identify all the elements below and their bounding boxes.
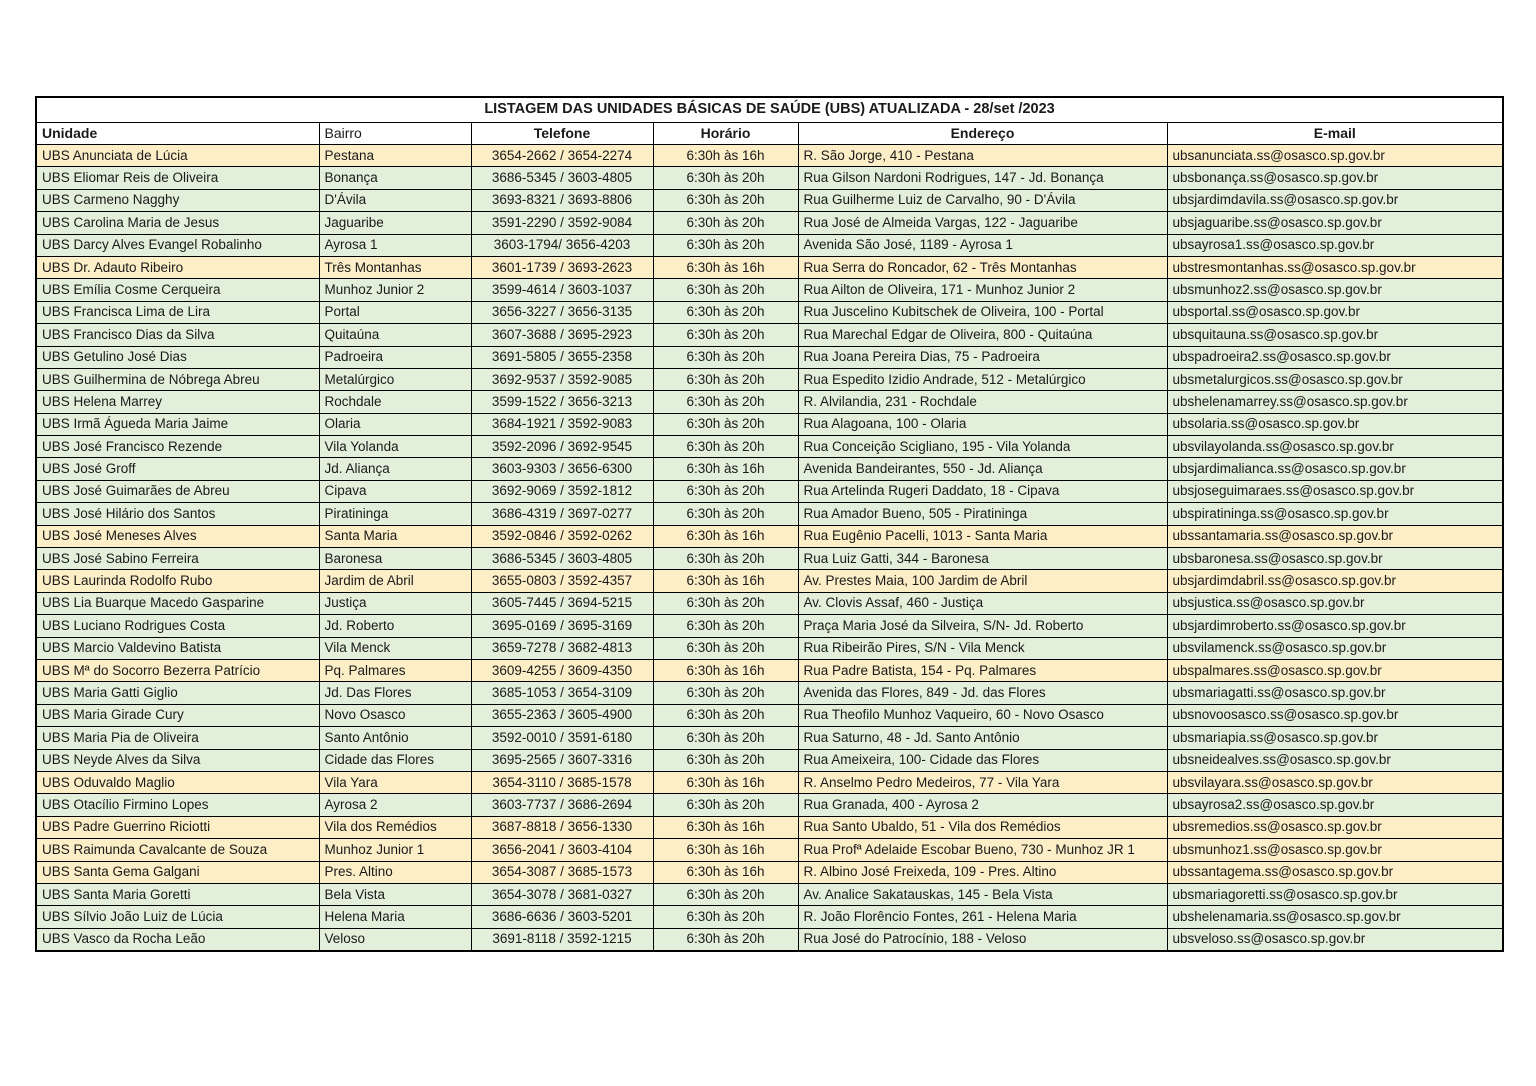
table-row (36, 906, 1503, 928)
cell-email: ubsportal.ss@osasco.sp.gov.br (1167, 301, 1503, 323)
cell-email: ubsayrosa2.ss@osasco.sp.gov.br (1167, 794, 1503, 816)
cell-unidade: UBS Sílvio João Luiz de Lúcia (36, 906, 319, 928)
cell-endereco: R. João Florêncio Fontes, 261 - Helena Maria (798, 906, 1167, 928)
table-row (36, 167, 1503, 189)
cell-bairro: Pres. Altino (319, 861, 471, 883)
cell-unidade: UBS Raimunda Cavalcante de Souza (36, 839, 319, 861)
cell-endereco: Rua Ameixeira, 100- Cidade das Flores (798, 749, 1167, 771)
table-row (36, 839, 1503, 861)
cell-endereco: Rua Serra do Roncador, 62 - Três Montanhas (798, 256, 1167, 278)
cell-bairro: Jd. Roberto (319, 615, 471, 637)
cell-horario: 6:30h às 20h (653, 906, 798, 928)
cell-email: ubsjardimalianca.ss@osasco.sp.gov.br (1167, 458, 1503, 480)
table-row (36, 324, 1503, 346)
cell-email: ubssantamaria.ss@osasco.sp.gov.br (1167, 525, 1503, 547)
cell-bairro: Helena Maria (319, 906, 471, 928)
cell-email: ubsmunhoz1.ss@osasco.sp.gov.br (1167, 839, 1503, 861)
cell-email: ubsjardimdavila.ss@osasco.sp.gov.br (1167, 189, 1503, 211)
cell-email: ubspalmares.ss@osasco.sp.gov.br (1167, 659, 1503, 681)
column-header-bairro: Bairro (319, 123, 471, 145)
cell-telefone: 3603-9303 / 3656-6300 (471, 458, 653, 480)
cell-bairro: Jaguaribe (319, 212, 471, 234)
cell-telefone: 3691-8118 / 3592-1215 (471, 928, 653, 951)
cell-endereco: Rua Guilherme Luiz de Carvalho, 90 - D'Ávila (798, 189, 1167, 211)
cell-horario: 6:30h às 20h (653, 727, 798, 749)
cell-horario: 6:30h às 20h (653, 682, 798, 704)
cell-bairro: Santo Antônio (319, 727, 471, 749)
cell-telefone: 3693-8321 / 3693-8806 (471, 189, 653, 211)
cell-email: ubsneidealves.ss@osasco.sp.gov.br (1167, 749, 1503, 771)
table-row (36, 145, 1503, 167)
cell-endereco: Rua Granada, 400 - Ayrosa 2 (798, 794, 1167, 816)
cell-unidade: UBS Laurinda Rodolfo Rubo (36, 570, 319, 592)
cell-horario: 6:30h às 20h (653, 637, 798, 659)
cell-endereco: Rua Joana Pereira Dias, 75 - Padroeira (798, 346, 1167, 368)
cell-unidade: UBS Luciano Rodrigues Costa (36, 615, 319, 637)
cell-unidade: UBS José Meneses Alves (36, 525, 319, 547)
cell-email: ubsjustica.ss@osasco.sp.gov.br (1167, 592, 1503, 614)
cell-horario: 6:30h às 20h (653, 212, 798, 234)
cell-telefone: 3695-2565 / 3607-3316 (471, 749, 653, 771)
cell-telefone: 3654-3087 / 3685-1573 (471, 861, 653, 883)
cell-bairro: Justiça (319, 592, 471, 614)
cell-unidade: UBS Darcy Alves Evangel Robalinho (36, 234, 319, 256)
table-row (36, 883, 1503, 905)
table-row (36, 458, 1503, 480)
cell-email: ubsmetalurgicos.ss@osasco.sp.gov.br (1167, 368, 1503, 390)
table-row (36, 727, 1503, 749)
cell-endereco: R. Albino José Freixeda, 109 - Pres. Altino (798, 861, 1167, 883)
cell-endereco: Rua Gilson Nardoni Rodrigues, 147 - Jd. Bonança (798, 167, 1167, 189)
cell-endereco: R. Anselmo Pedro Medeiros, 77 - Vila Yara (798, 771, 1167, 793)
cell-endereco: Rua Eugênio Pacelli, 1013 - Santa Maria (798, 525, 1167, 547)
cell-endereco: R. Alvilandia, 231 - Rochdale (798, 391, 1167, 413)
cell-email: ubsanunciata.ss@osasco.sp.gov.br (1167, 145, 1503, 167)
cell-horario: 6:30h às 20h (653, 749, 798, 771)
cell-endereco: Rua Profª Adelaide Escobar Bueno, 730 - Munhoz JR 1 (798, 839, 1167, 861)
column-header-email: E-mail (1167, 123, 1503, 145)
column-header-telefone: Telefone (471, 123, 653, 145)
cell-email: ubsvilayara.ss@osasco.sp.gov.br (1167, 771, 1503, 793)
cell-unidade: UBS Eliomar Reis de Oliveira (36, 167, 319, 189)
cell-telefone: 3655-0803 / 3592-4357 (471, 570, 653, 592)
cell-horario: 6:30h às 20h (653, 413, 798, 435)
cell-unidade: UBS Padre Guerrino Riciotti (36, 816, 319, 838)
cell-horario: 6:30h às 20h (653, 503, 798, 525)
cell-horario: 6:30h às 20h (653, 436, 798, 458)
cell-email: ubstresmontanhas.ss@osasco.sp.gov.br (1167, 256, 1503, 278)
table-row (36, 413, 1503, 435)
table-body (36, 145, 1503, 952)
cell-endereco: Rua Artelinda Rugeri Daddato, 18 - Cipava (798, 480, 1167, 502)
cell-unidade: UBS Carmeno Nagghy (36, 189, 319, 211)
cell-telefone: 3654-2662 / 3654-2274 (471, 145, 653, 167)
cell-endereco: Rua José de Almeida Vargas, 122 - Jaguaribe (798, 212, 1167, 234)
cell-horario: 6:30h às 20h (653, 324, 798, 346)
cell-telefone: 3687-8818 / 3656-1330 (471, 816, 653, 838)
cell-email: ubspadroeira2.ss@osasco.sp.gov.br (1167, 346, 1503, 368)
cell-endereco: Praça Maria José da Silveira, S/N- Jd. Roberto (798, 615, 1167, 637)
cell-horario: 6:30h às 20h (653, 279, 798, 301)
cell-horario: 6:30h às 16h (653, 570, 798, 592)
cell-endereco: Rua Luiz Gatti, 344 - Baronesa (798, 548, 1167, 570)
cell-email: ubsquitauna.ss@osasco.sp.gov.br (1167, 324, 1503, 346)
column-header-endereco: Endereço (798, 123, 1167, 145)
cell-bairro: Cidade das Flores (319, 749, 471, 771)
cell-telefone: 3599-1522 / 3656-3213 (471, 391, 653, 413)
cell-email: ubsmariagatti.ss@osasco.sp.gov.br (1167, 682, 1503, 704)
cell-unidade: UBS Maria Gatti Giglio (36, 682, 319, 704)
cell-bairro: Bela Vista (319, 883, 471, 905)
column-header-horario: Horário (653, 123, 798, 145)
cell-bairro: Santa Maria (319, 525, 471, 547)
cell-telefone: 3592-0010 / 3591-6180 (471, 727, 653, 749)
cell-unidade: UBS Guilhermina de Nóbrega Abreu (36, 368, 319, 390)
cell-telefone: 3605-7445 / 3694-5215 (471, 592, 653, 614)
cell-endereco: Rua Padre Batista, 154 - Pq. Palmares (798, 659, 1167, 681)
cell-telefone: 3686-6636 / 3603-5201 (471, 906, 653, 928)
cell-unidade: UBS Francisco Dias da Silva (36, 324, 319, 346)
column-header-unidade: Unidade (36, 123, 319, 145)
cell-unidade: UBS Dr. Adauto Ribeiro (36, 256, 319, 278)
cell-telefone: 3692-9069 / 3592-1812 (471, 480, 653, 502)
cell-horario: 6:30h às 16h (653, 256, 798, 278)
cell-horario: 6:30h às 16h (653, 839, 798, 861)
cell-unidade: UBS José Sabino Ferreira (36, 548, 319, 570)
cell-endereco: R. São Jorge, 410 - Pestana (798, 145, 1167, 167)
cell-telefone: 3655-2363 / 3605-4900 (471, 704, 653, 726)
cell-email: ubsjaguaribe.ss@osasco.sp.gov.br (1167, 212, 1503, 234)
cell-endereco: Avenida das Flores, 849 - Jd. das Flores (798, 682, 1167, 704)
cell-endereco: Avenida Bandeirantes, 550 - Jd. Aliança (798, 458, 1167, 480)
cell-bairro: Ayrosa 1 (319, 234, 471, 256)
cell-telefone: 3603-7737 / 3686-2694 (471, 794, 653, 816)
cell-bairro: Pq. Palmares (319, 659, 471, 681)
cell-telefone: 3684-1921 / 3592-9083 (471, 413, 653, 435)
cell-unidade: UBS Emília Cosme Cerqueira (36, 279, 319, 301)
cell-endereco: Rua Saturno, 48 - Jd. Santo Antônio (798, 727, 1167, 749)
cell-horario: 6:30h às 20h (653, 704, 798, 726)
cell-telefone: 3686-5345 / 3603-4805 (471, 548, 653, 570)
cell-horario: 6:30h às 16h (653, 659, 798, 681)
table-row (36, 525, 1503, 547)
cell-telefone: 3601-1739 / 3693-2623 (471, 256, 653, 278)
cell-unidade: UBS Francisca Lima de Lira (36, 301, 319, 323)
cell-bairro: Ayrosa 2 (319, 794, 471, 816)
cell-endereco: Rua Conceição Scigliano, 195 - Vila Yolanda (798, 436, 1167, 458)
table-row (36, 682, 1503, 704)
cell-bairro: Novo Osasco (319, 704, 471, 726)
cell-horario: 6:30h às 20h (653, 548, 798, 570)
cell-horario: 6:30h às 20h (653, 794, 798, 816)
cell-email: ubsvilamenck.ss@osasco.sp.gov.br (1167, 637, 1503, 659)
table-row (36, 346, 1503, 368)
cell-email: ubsolaria.ss@osasco.sp.gov.br (1167, 413, 1503, 435)
cell-horario: 6:30h às 16h (653, 816, 798, 838)
cell-endereco: Rua Santo Ubaldo, 51 - Vila dos Remédios (798, 816, 1167, 838)
cell-telefone: 3603-1794/ 3656-4203 (471, 234, 653, 256)
cell-bairro: Quitaúna (319, 324, 471, 346)
table-row (36, 256, 1503, 278)
cell-bairro: Metalúrgico (319, 368, 471, 390)
cell-bairro: Veloso (319, 928, 471, 951)
cell-bairro: Munhoz Junior 1 (319, 839, 471, 861)
cell-endereco: Av. Analice Sakatauskas, 145 - Bela Vista (798, 883, 1167, 905)
cell-telefone: 3654-3110 / 3685-1578 (471, 771, 653, 793)
cell-email: ubsjardimroberto.ss@osasco.sp.gov.br (1167, 615, 1503, 637)
cell-bairro: Bonança (319, 167, 471, 189)
cell-horario: 6:30h às 20h (653, 167, 798, 189)
cell-endereco: Rua Juscelino Kubitschek de Oliveira, 100 - Portal (798, 301, 1167, 323)
cell-telefone: 3654-3078 / 3681-0327 (471, 883, 653, 905)
table-row (36, 279, 1503, 301)
cell-unidade: UBS Getulino José Dias (36, 346, 319, 368)
cell-endereco: Avenida São José, 1189 - Ayrosa 1 (798, 234, 1167, 256)
cell-email: ubsveloso.ss@osasco.sp.gov.br (1167, 928, 1503, 951)
table-row (36, 436, 1503, 458)
cell-telefone: 3607-3688 / 3695-2923 (471, 324, 653, 346)
cell-endereco: Av. Clovis Assaf, 460 - Justiça (798, 592, 1167, 614)
table-header-row (36, 123, 1503, 145)
cell-telefone: 3659-7278 / 3682-4813 (471, 637, 653, 659)
table-row (36, 794, 1503, 816)
cell-unidade: UBS Maria Girade Cury (36, 704, 319, 726)
cell-email: ubsnovoosasco.ss@osasco.sp.gov.br (1167, 704, 1503, 726)
table-title-row (36, 97, 1503, 123)
cell-horario: 6:30h às 16h (653, 145, 798, 167)
table-row (36, 771, 1503, 793)
table-row (36, 704, 1503, 726)
cell-horario: 6:30h às 20h (653, 346, 798, 368)
cell-unidade: UBS Oduvaldo Maglio (36, 771, 319, 793)
cell-email: ubsbaronesa.ss@osasco.sp.gov.br (1167, 548, 1503, 570)
cell-horario: 6:30h às 16h (653, 861, 798, 883)
cell-telefone: 3685-1053 / 3654-3109 (471, 682, 653, 704)
cell-horario: 6:30h às 20h (653, 592, 798, 614)
table-title: LISTAGEM DAS UNIDADES BÁSICAS DE SAÚDE (UBS) ATUALIZADA - 28/set /2023 (36, 97, 1503, 123)
cell-horario: 6:30h às 20h (653, 234, 798, 256)
cell-bairro: Cipava (319, 480, 471, 502)
cell-telefone: 3695-0169 / 3695-3169 (471, 615, 653, 637)
table-row (36, 189, 1503, 211)
cell-unidade: UBS José Groff (36, 458, 319, 480)
cell-endereco: Rua Ribeirão Pires, S/N - Vila Menck (798, 637, 1167, 659)
cell-email: ubsayrosa1.ss@osasco.sp.gov.br (1167, 234, 1503, 256)
cell-email: ubsmariapia.ss@osasco.sp.gov.br (1167, 727, 1503, 749)
table-row (36, 749, 1503, 771)
cell-email: ubsvilayolanda.ss@osasco.sp.gov.br (1167, 436, 1503, 458)
cell-telefone: 3609-4255 / 3609-4350 (471, 659, 653, 681)
cell-horario: 6:30h às 20h (653, 391, 798, 413)
cell-bairro: D'Ávila (319, 189, 471, 211)
table-row (36, 816, 1503, 838)
table-row (36, 368, 1503, 390)
cell-unidade: UBS Neyde Alves da Silva (36, 749, 319, 771)
cell-unidade: UBS Anunciata de Lúcia (36, 145, 319, 167)
cell-unidade: UBS José Hilário dos Santos (36, 503, 319, 525)
cell-telefone: 3592-2096 / 3692-9545 (471, 436, 653, 458)
cell-unidade: UBS Santa Gema Galgani (36, 861, 319, 883)
cell-bairro: Pestana (319, 145, 471, 167)
cell-endereco: Av. Prestes Maia, 100 Jardim de Abril (798, 570, 1167, 592)
cell-bairro: Baronesa (319, 548, 471, 570)
cell-email: ubshelenamaria.ss@osasco.sp.gov.br (1167, 906, 1503, 928)
cell-telefone: 3656-2041 / 3603-4104 (471, 839, 653, 861)
table-row (36, 592, 1503, 614)
cell-endereco: Rua Marechal Edgar de Oliveira, 800 - Quitaúna (798, 324, 1167, 346)
table-row (36, 480, 1503, 502)
cell-email: ubsremedios.ss@osasco.sp.gov.br (1167, 816, 1503, 838)
cell-horario: 6:30h às 16h (653, 771, 798, 793)
cell-email: ubshelenamarrey.ss@osasco.sp.gov.br (1167, 391, 1503, 413)
cell-endereco: Rua Amador Bueno, 505 - Piratininga (798, 503, 1167, 525)
cell-unidade: UBS José Francisco Rezende (36, 436, 319, 458)
cell-unidade: UBS Vasco da Rocha Leão (36, 928, 319, 951)
table-row (36, 301, 1503, 323)
cell-horario: 6:30h às 16h (653, 458, 798, 480)
cell-email: ubsjardimdabril.ss@osasco.sp.gov.br (1167, 570, 1503, 592)
cell-bairro: Rochdale (319, 391, 471, 413)
cell-horario: 6:30h às 20h (653, 368, 798, 390)
table-row (36, 928, 1503, 951)
cell-unidade: UBS José Guimarães de Abreu (36, 480, 319, 502)
table-row (36, 615, 1503, 637)
table-row (36, 659, 1503, 681)
ubs-listing-table (35, 96, 1504, 952)
cell-email: ubssantagema.ss@osasco.sp.gov.br (1167, 861, 1503, 883)
cell-horario: 6:30h às 20h (653, 928, 798, 951)
cell-email: ubsmariagoretti.ss@osasco.sp.gov.br (1167, 883, 1503, 905)
cell-horario: 6:30h às 20h (653, 480, 798, 502)
cell-horario: 6:30h às 20h (653, 883, 798, 905)
cell-horario: 6:30h às 20h (653, 189, 798, 211)
table-row (36, 234, 1503, 256)
cell-endereco: Rua Espedito Izidio Andrade, 512 - Metalúrgico (798, 368, 1167, 390)
cell-telefone: 3592-0846 / 3592-0262 (471, 525, 653, 547)
cell-bairro: Portal (319, 301, 471, 323)
cell-unidade: UBS Maria Pia de Oliveira (36, 727, 319, 749)
cell-bairro: Munhoz Junior 2 (319, 279, 471, 301)
cell-unidade: UBS Lia Buarque Macedo Gasparine (36, 592, 319, 614)
cell-bairro: Vila dos Remédios (319, 816, 471, 838)
cell-bairro: Jd. Aliança (319, 458, 471, 480)
cell-telefone: 3656-3227 / 3656-3135 (471, 301, 653, 323)
cell-telefone: 3691-5805 / 3655-2358 (471, 346, 653, 368)
cell-telefone: 3599-4614 / 3603-1037 (471, 279, 653, 301)
cell-horario: 6:30h às 20h (653, 615, 798, 637)
cell-unidade: UBS Otacílio Firmino Lopes (36, 794, 319, 816)
cell-endereco: Rua Ailton de Oliveira, 171 - Munhoz Junior 2 (798, 279, 1167, 301)
cell-email: ubsjoseguimaraes.ss@osasco.sp.gov.br (1167, 480, 1503, 502)
table-row (36, 391, 1503, 413)
cell-horario: 6:30h às 20h (653, 301, 798, 323)
table-row (36, 548, 1503, 570)
cell-bairro: Padroeira (319, 346, 471, 368)
cell-bairro: Vila Yolanda (319, 436, 471, 458)
cell-bairro: Vila Menck (319, 637, 471, 659)
cell-endereco: Rua Alagoana, 100 - Olaria (798, 413, 1167, 435)
cell-bairro: Olaria (319, 413, 471, 435)
cell-unidade: UBS Mª do Socorro Bezerra Patrício (36, 659, 319, 681)
cell-unidade: UBS Irmã Águeda Maria Jaime (36, 413, 319, 435)
cell-endereco: Rua Theofilo Munhoz Vaqueiro, 60 - Novo Osasco (798, 704, 1167, 726)
cell-telefone: 3686-4319 / 3697-0277 (471, 503, 653, 525)
cell-email: ubspiratininga.ss@osasco.sp.gov.br (1167, 503, 1503, 525)
cell-telefone: 3591-2290 / 3592-9084 (471, 212, 653, 234)
cell-unidade: UBS Helena Marrey (36, 391, 319, 413)
cell-unidade: UBS Santa Maria Goretti (36, 883, 319, 905)
cell-telefone: 3692-9537 / 3592-9085 (471, 368, 653, 390)
table-row (36, 503, 1503, 525)
cell-bairro: Piratininga (319, 503, 471, 525)
cell-bairro: Jd. Das Flores (319, 682, 471, 704)
cell-bairro: Vila Yara (319, 771, 471, 793)
cell-unidade: UBS Carolina Maria de Jesus (36, 212, 319, 234)
table-row (36, 212, 1503, 234)
cell-email: ubsbonança.ss@osasco.sp.gov.br (1167, 167, 1503, 189)
cell-bairro: Três Montanhas (319, 256, 471, 278)
cell-horario: 6:30h às 16h (653, 525, 798, 547)
cell-email: ubsmunhoz2.ss@osasco.sp.gov.br (1167, 279, 1503, 301)
cell-endereco: Rua José do Patrocínio, 188 - Veloso (798, 928, 1167, 951)
table-row (36, 637, 1503, 659)
cell-bairro: Jardim de Abril (319, 570, 471, 592)
table-row (36, 570, 1503, 592)
cell-telefone: 3686-5345 / 3603-4805 (471, 167, 653, 189)
cell-unidade: UBS Marcio Valdevino Batista (36, 637, 319, 659)
table-row (36, 861, 1503, 883)
